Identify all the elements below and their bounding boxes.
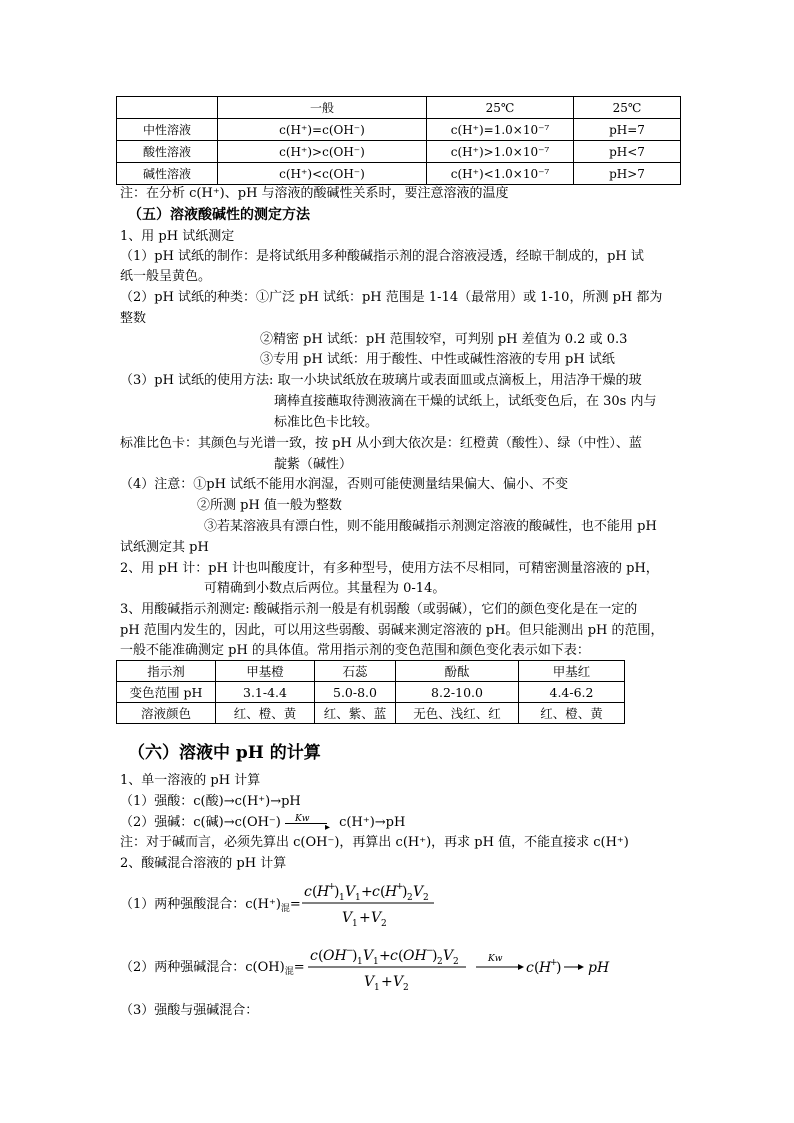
svg-text:+: + [379, 948, 391, 964]
text-line: 整数 [120, 311, 147, 326]
text-line: 标准比色卡比较。 [274, 415, 379, 430]
table-cell: c(H⁺)>c(OH⁻) [218, 141, 427, 163]
svg-text:): ) [432, 948, 438, 964]
neutrality-table [116, 96, 681, 185]
table-cell: 3.1-4.4 [216, 682, 315, 703]
text-line: 靛紫（碱性） [274, 457, 353, 472]
table-cell: 红、橙、黄 [216, 703, 315, 724]
svg-text:+: + [381, 974, 393, 990]
strong-base-line [120, 812, 405, 834]
svg-text:(: ( [318, 948, 324, 964]
header-cell: 25℃ [427, 97, 574, 119]
svg-text:2: 2 [437, 957, 443, 967]
text-segment: c(H⁺)→pH [339, 815, 406, 830]
table-cell: pH=7 [574, 119, 681, 141]
svg-text:OH: OH [403, 948, 427, 964]
svg-text:c: c [310, 948, 318, 964]
svg-text:1: 1 [373, 957, 379, 967]
svg-text:pH: pH [588, 960, 610, 976]
text-line: 2、酸碱混合溶液的 pH 计算 [120, 856, 287, 871]
table-cell: 溶液颜色 [117, 703, 216, 724]
text-line: 1、用 pH 试纸测定 [120, 229, 235, 244]
svg-text:1: 1 [357, 957, 363, 967]
svg-text:V: V [371, 910, 382, 926]
text-line: 注：对于碱而言，必须先算出 c(OH⁻)，再算出 c(H⁺)，再求 pH 值，不能直接求 c(H⁺) [120, 835, 629, 850]
kw-arrow [285, 813, 335, 833]
section-6-title: （六）溶液中 pH 的计算 [128, 743, 321, 763]
temperature-note: 注：在分析 c(H⁺)、pH 与溶液的酸碱性关系时，要注意溶液的温度 [120, 186, 509, 201]
svg-text:−: − [426, 946, 434, 956]
text-line: 可精确到小数点后两位。其量程为 0-14。 [204, 581, 446, 596]
svg-text:V: V [393, 974, 404, 990]
header-cell [117, 97, 218, 119]
table-cell: 8.2-10.0 [396, 682, 519, 703]
text-line: （4）注意：①pH 试纸不能用水润湿，否则可能使测量结果偏大、偏小、不变 [120, 477, 569, 492]
svg-text:): ) [334, 884, 340, 900]
text-line: 璃棒直接蘸取待测液滴在干燥的试纸上，试纸变色后，在 30s 内与 [274, 394, 657, 409]
svg-text:+: + [359, 910, 371, 926]
svg-text:−: − [346, 946, 354, 956]
table-cell: 中性溶液 [117, 119, 218, 141]
table-header-row [117, 97, 681, 119]
indicator-table [116, 660, 625, 724]
svg-text:2: 2 [403, 983, 409, 992]
text-line: （1）pH 试纸的制作：是将试纸用多种酸碱指示剂的混合溶液浸透，经晾干制成的，pH 试 [120, 249, 644, 264]
svg-text:1: 1 [352, 919, 358, 928]
text-line: pH 范围内发生的，因此，可以用这些弱酸、弱碱来测定溶液的 pH。但只能测出 pH 的范围， [120, 623, 664, 638]
text-line: ②精密 pH 试纸：pH 范围较窄，可判别 pH 差值为 0.2 或 0.3 [260, 332, 628, 347]
text-line: （3）强酸与强碱混合： [120, 1003, 259, 1018]
svg-text:c: c [304, 884, 312, 900]
header-cell: 25℃ [574, 97, 681, 119]
svg-text:2: 2 [381, 919, 387, 928]
svg-text:V: V [363, 948, 374, 964]
svg-text:2: 2 [453, 957, 459, 967]
svg-text:V: V [443, 948, 454, 964]
table-cell: c(H⁺)=1.0×10⁻⁷ [427, 119, 574, 141]
formula-2-label: （2）两种强碱混合：$c(OH)_混=$ [120, 960, 305, 977]
table-cell: 红、橙、黄 [519, 703, 625, 724]
formula-label: （2）两种强碱混合：c(OH) [120, 960, 285, 975]
svg-text:c: c [526, 960, 534, 976]
table-cell: 4.4-6.2 [519, 682, 625, 703]
formula-1-fraction [298, 876, 448, 928]
table-cell: pH>7 [574, 163, 681, 185]
text-line: 2、用 pH 计：pH 计也叫酸度计，有多种型号，使用方法不尽相同，可精密测量溶液的 pH， [120, 561, 659, 576]
table-row [117, 119, 681, 141]
text-line: 1、单一溶液的 pH 计算 [120, 773, 261, 788]
formula-2-fraction [306, 940, 616, 992]
svg-text:V: V [413, 884, 424, 900]
svg-text:H: H [539, 960, 552, 976]
header-cell: 石蕊 [315, 661, 396, 682]
svg-text:): ) [402, 884, 408, 900]
svg-text:H: H [317, 884, 330, 900]
table-cell: c(H⁺)<1.0×10⁻⁷ [427, 163, 574, 185]
kw-label: Kw [295, 813, 310, 824]
svg-text:c: c [390, 948, 398, 964]
table-cell: 红、紫、蓝 [315, 703, 396, 724]
text-line: ③专用 pH 试纸：用于酸性、中性或碱性溶液的专用 pH 试纸 [260, 352, 615, 367]
svg-text:1: 1 [355, 893, 361, 903]
table-cell: 酸性溶液 [117, 141, 218, 163]
kw-label: Kw [488, 954, 503, 964]
svg-text:V: V [364, 974, 375, 990]
table-cell: c(H⁺)<c(OH⁻) [218, 163, 427, 185]
arrow-shaft [285, 823, 327, 824]
svg-text:): ) [556, 960, 562, 976]
svg-text:): ) [352, 948, 358, 964]
table-cell: pH<7 [574, 141, 681, 163]
svg-text:+: + [396, 882, 404, 892]
text-line: 标准比色卡：其颜色与光谱一致，按 pH 从小到大依次是：红橙黄（酸性）、绿（中性）、蓝 [120, 436, 642, 451]
svg-text:1: 1 [374, 983, 380, 992]
formula-1-label: （1）两种强酸混合：$c(H^+)_混=$ [120, 897, 301, 914]
arrow-head-icon [518, 964, 524, 970]
table-cell: c(H⁺)=c(OH⁻) [218, 119, 427, 141]
svg-text:+: + [361, 884, 373, 900]
svg-text:V: V [345, 884, 356, 900]
arrow-head-icon [578, 964, 584, 970]
text-line: （3）pH 试纸的使用方法: 取一小块试纸放在玻璃片或表面皿或点滴板上，用洁净干燥的玻 [120, 373, 642, 388]
header-cell: 一般 [218, 97, 427, 119]
text-line: ②所测 pH 值一般为整数 [197, 498, 342, 513]
text-line: 3、用酸碱指示剂测定: 酸碱指示剂一般是有机弱酸（或弱碱），它们的颜色变化是在一定的 [120, 602, 638, 617]
svg-text:+: + [328, 882, 336, 892]
table-row [117, 703, 625, 724]
table-header-row [117, 661, 625, 682]
table-row [117, 141, 681, 163]
text-line: 纸一般呈黄色。 [120, 269, 212, 284]
svg-text:(: ( [380, 884, 386, 900]
svg-text:(: ( [312, 884, 318, 900]
text-line: （1）强酸：c(酸)→c(H⁺)→pH [120, 794, 301, 809]
svg-text:(: ( [534, 960, 540, 976]
svg-text:1: 1 [339, 893, 345, 903]
header-cell: 指示剂 [117, 661, 216, 682]
header-cell: 甲基红 [519, 661, 625, 682]
formula-label: （1）两种强酸混合：c(H⁺) [120, 897, 281, 912]
text-line: 试纸测定其 pH [120, 540, 209, 555]
svg-text:c: c [372, 884, 380, 900]
table-cell: c(H⁺)>1.0×10⁻⁷ [427, 141, 574, 163]
svg-text:V: V [342, 910, 353, 926]
text-segment: （2）强碱：c(碱)→c(OH⁻) [120, 815, 281, 830]
header-cell: 酚酞 [396, 661, 519, 682]
formula-subscript: 混 [284, 967, 294, 977]
table-row [117, 682, 625, 703]
svg-text:OH: OH [323, 948, 347, 964]
table-cell: 碱性溶液 [117, 163, 218, 185]
arrow-head-icon: ▸ [325, 821, 331, 833]
svg-text:(: ( [398, 948, 404, 964]
svg-text:H: H [385, 884, 398, 900]
text-line: ③若某溶液具有漂白性，则不能用酸碱指示剂测定溶液的酸碱性，也不能用 pH [204, 519, 657, 534]
table-cell: 变色范围 pH [117, 682, 216, 703]
svg-text:2: 2 [423, 893, 429, 903]
svg-text:2: 2 [407, 893, 413, 903]
table-cell: 无色、浅红、红 [396, 703, 519, 724]
header-cell: 甲基橙 [216, 661, 315, 682]
section-5-title: （五）溶液酸碱性的测定方法 [128, 207, 310, 223]
table-row [117, 163, 681, 185]
svg-text:+: + [550, 958, 558, 968]
table-cell: 5.0-8.0 [315, 682, 396, 703]
text-line: （2）pH 试纸的种类：①广泛 pH 试纸：pH 范围是 1-14（最常用）或 1-10，所测 pH 都为 [120, 290, 663, 305]
text-line: 一般不能准确测定 pH 的具体值。常用指示剂的变色范围和颜色变化表示如下表： [120, 643, 590, 658]
formula-subscript: 混 [280, 904, 290, 914]
